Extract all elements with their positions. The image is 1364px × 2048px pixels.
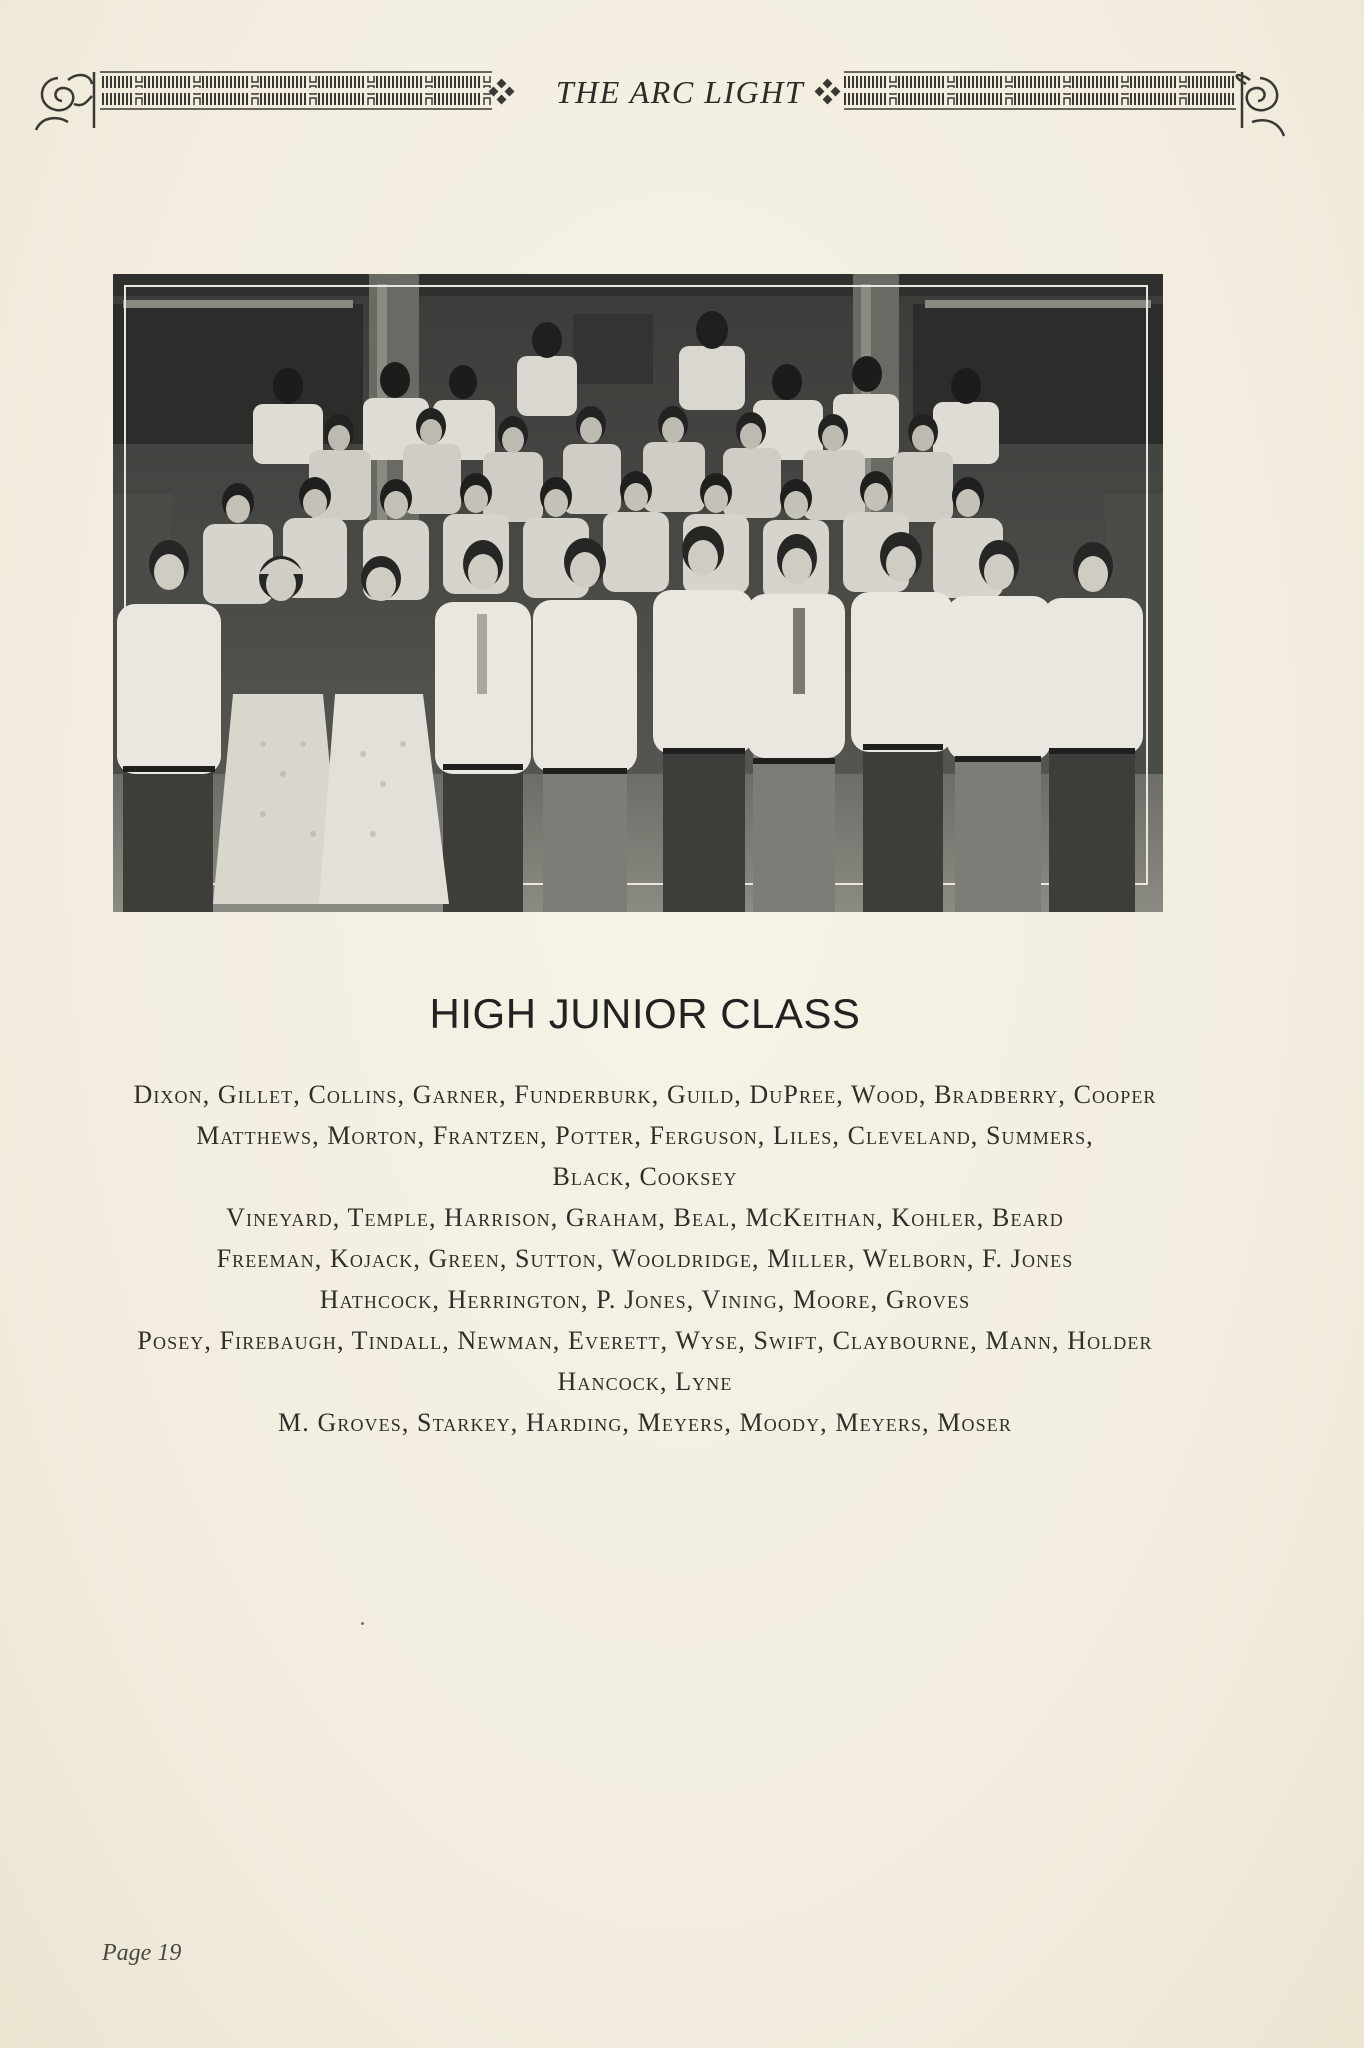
page-number: Page 19 bbox=[102, 1940, 182, 1966]
paper-speck bbox=[361, 1622, 364, 1625]
class-roster bbox=[90, 1074, 1200, 1443]
roster-line: Posey, Firebaugh, Tindall, Newman, Everett, Wyse, Swift, Claybourne, Mann, Holder bbox=[137, 1326, 1153, 1355]
right-scroll-icon bbox=[1237, 72, 1284, 136]
roster-line: Dixon, Gillet, Collins, Garner, Funderburk, Guild, DuPree, Wood, Bradberry, Cooper bbox=[133, 1080, 1157, 1109]
roster-line: Hathcock, Herrington, P. Jones, Vining, Moore, Groves bbox=[319, 1285, 971, 1314]
roster-line: Black, Cooksey bbox=[552, 1162, 738, 1191]
class-group-photo bbox=[113, 274, 1163, 912]
roster-line: Matthews, Morton, Frantzen, Potter, Ferguson, Liles, Cleveland, Summers, bbox=[196, 1121, 1094, 1150]
group-photo-icon bbox=[113, 274, 1163, 912]
roster-line: Freeman, Kojack, Green, Sutton, Wooldridge, Miller, Welborn, F. Jones bbox=[216, 1244, 1074, 1273]
roster-line: Vineyard, Temple, Harrison, Graham, Beal, McKeithan, Kohler, Beard bbox=[226, 1203, 1064, 1232]
running-header bbox=[28, 60, 1290, 140]
roster-line: M. Groves, Starkey, Harding, Meyers, Moody, Meyers, Moser bbox=[278, 1408, 1012, 1437]
left-scroll-icon bbox=[36, 72, 94, 130]
running-header-title: THE ARC LIGHT bbox=[555, 74, 805, 110]
left-diamond-icon bbox=[489, 79, 515, 105]
roster-line: Hancock, Lyne bbox=[557, 1367, 733, 1396]
class-title: HIGH JUNIOR CLASS bbox=[429, 990, 861, 1037]
